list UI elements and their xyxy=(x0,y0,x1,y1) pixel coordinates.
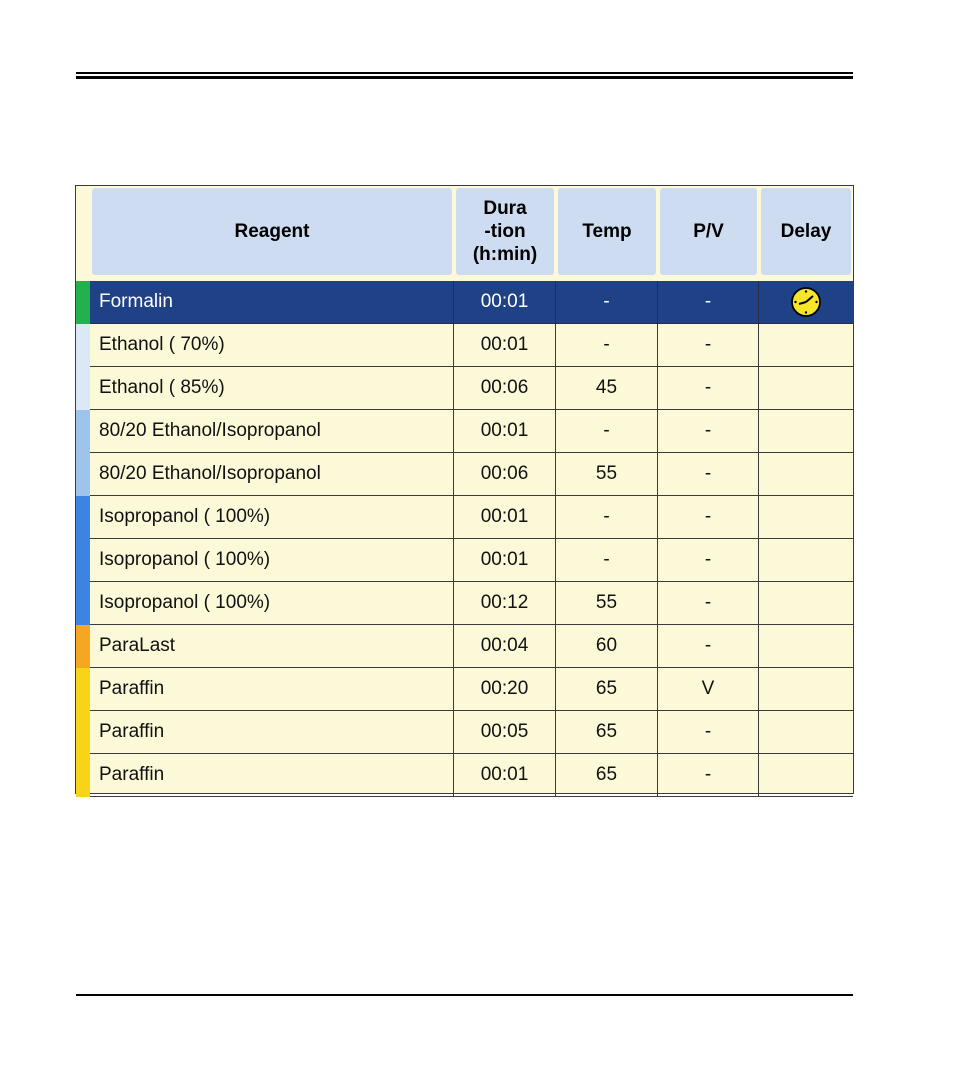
bottom-rule xyxy=(76,994,853,996)
cell-temp[interactable]: 45 xyxy=(556,367,658,410)
cell-reagent[interactable]: Ethanol ( 70%) xyxy=(90,324,454,367)
cell-pv[interactable]: - xyxy=(658,539,759,582)
cell-delay[interactable] xyxy=(759,324,853,367)
cell-reagent[interactable]: 80/20 Ethanol/Isopropanol xyxy=(90,410,454,453)
reagent-group-color-strip xyxy=(76,410,90,453)
cell-delay[interactable] xyxy=(759,754,853,797)
cell-pv[interactable]: - xyxy=(658,496,759,539)
top-rule xyxy=(76,72,853,74)
header-temp[interactable] xyxy=(556,186,658,281)
cell-delay[interactable] xyxy=(759,496,853,539)
cell-delay[interactable] xyxy=(759,281,853,324)
header-duration[interactable] xyxy=(454,186,556,281)
cell-delay[interactable] xyxy=(759,453,853,496)
header-pv[interactable] xyxy=(658,186,759,281)
cell-delay[interactable] xyxy=(759,367,853,410)
cell-delay[interactable] xyxy=(759,539,853,582)
reagent-group-color-strip xyxy=(76,324,90,367)
cell-pv[interactable]: - xyxy=(658,453,759,496)
cell-delay[interactable] xyxy=(759,668,853,711)
cell-temp[interactable]: - xyxy=(556,281,658,324)
cell-reagent[interactable]: Paraffin xyxy=(90,668,454,711)
reagent-group-color-strip xyxy=(76,668,90,711)
reagent-group-color-strip xyxy=(76,582,90,625)
cell-temp[interactable]: - xyxy=(556,324,658,367)
cell-pv[interactable]: - xyxy=(658,324,759,367)
table-row[interactable] xyxy=(76,324,853,367)
cell-temp[interactable]: 65 xyxy=(556,754,658,797)
cell-temp[interactable]: 55 xyxy=(556,453,658,496)
reagent-group-color-strip xyxy=(76,711,90,754)
cell-temp[interactable]: - xyxy=(556,410,658,453)
cell-delay[interactable] xyxy=(759,625,853,668)
cell-duration[interactable]: 00:01 xyxy=(454,496,556,539)
cell-duration[interactable]: 00:01 xyxy=(454,324,556,367)
table-row[interactable] xyxy=(76,410,853,453)
cell-reagent[interactable]: Paraffin xyxy=(90,754,454,797)
cell-reagent[interactable]: Isopropanol ( 100%) xyxy=(90,496,454,539)
cell-reagent[interactable]: Isopropanol ( 100%) xyxy=(90,539,454,582)
reagent-group-color-strip xyxy=(76,625,90,668)
reagent-group-color-strip xyxy=(76,453,90,496)
cell-duration[interactable]: 00:01 xyxy=(454,410,556,453)
cell-temp[interactable]: 55 xyxy=(556,582,658,625)
cell-reagent[interactable]: Paraffin xyxy=(90,711,454,754)
cell-reagent[interactable]: ParaLast xyxy=(90,625,454,668)
reagent-group-color-strip xyxy=(76,496,90,539)
header-reagent[interactable] xyxy=(90,186,454,281)
top-rule-thick xyxy=(76,76,853,79)
cell-duration[interactable]: 00:06 xyxy=(454,367,556,410)
table-row[interactable] xyxy=(76,496,853,539)
cell-reagent[interactable]: Formalin xyxy=(90,281,454,324)
cell-temp[interactable]: 65 xyxy=(556,668,658,711)
header-temp-label: Temp xyxy=(558,188,656,275)
reagent-group-color-strip xyxy=(76,754,90,797)
cell-pv[interactable]: V xyxy=(658,668,759,711)
cell-pv[interactable]: - xyxy=(658,711,759,754)
table-row[interactable] xyxy=(76,582,853,625)
table-row[interactable] xyxy=(76,754,853,797)
cell-duration[interactable]: 00:12 xyxy=(454,582,556,625)
cell-pv[interactable]: - xyxy=(658,625,759,668)
cell-reagent[interactable]: Ethanol ( 85%) xyxy=(90,367,454,410)
cell-delay[interactable] xyxy=(759,582,853,625)
cell-duration[interactable]: 00:01 xyxy=(454,754,556,797)
table-row[interactable] xyxy=(76,539,853,582)
clock-icon[interactable] xyxy=(789,285,823,319)
header-reagent-label: Reagent xyxy=(92,188,452,275)
cell-temp[interactable]: - xyxy=(556,496,658,539)
cell-duration[interactable]: 00:01 xyxy=(454,539,556,582)
cell-duration[interactable]: 00:01 xyxy=(454,281,556,324)
header-delay-label: Delay xyxy=(761,188,851,275)
reagent-group-color-strip xyxy=(76,281,90,324)
cell-pv[interactable]: - xyxy=(658,754,759,797)
cell-reagent[interactable]: 80/20 Ethanol/Isopropanol xyxy=(90,453,454,496)
cell-reagent[interactable]: Isopropanol ( 100%) xyxy=(90,582,454,625)
table-row[interactable] xyxy=(76,281,853,324)
cell-delay[interactable] xyxy=(759,410,853,453)
reagent-group-color-strip xyxy=(76,539,90,582)
cell-pv[interactable]: - xyxy=(658,410,759,453)
program-table xyxy=(75,185,854,794)
cell-duration[interactable]: 00:20 xyxy=(454,668,556,711)
cell-duration[interactable]: 00:04 xyxy=(454,625,556,668)
cell-temp[interactable]: - xyxy=(556,539,658,582)
table-row[interactable] xyxy=(76,625,853,668)
cell-pv[interactable]: - xyxy=(658,281,759,324)
cell-duration[interactable]: 00:05 xyxy=(454,711,556,754)
table-row[interactable] xyxy=(76,668,853,711)
table-row[interactable] xyxy=(76,453,853,496)
cell-delay[interactable] xyxy=(759,711,853,754)
cell-duration[interactable]: 00:06 xyxy=(454,453,556,496)
table-row[interactable] xyxy=(76,367,853,410)
header-duration-label: Dura -tion (h:min) xyxy=(456,188,554,275)
cell-pv[interactable]: - xyxy=(658,367,759,410)
cell-temp[interactable]: 65 xyxy=(556,711,658,754)
cell-temp[interactable]: 60 xyxy=(556,625,658,668)
reagent-group-color-strip xyxy=(76,367,90,410)
header-pv-label: P/V xyxy=(660,188,757,275)
header-delay[interactable] xyxy=(759,186,853,281)
table-row[interactable] xyxy=(76,711,853,754)
cell-pv[interactable]: - xyxy=(658,582,759,625)
